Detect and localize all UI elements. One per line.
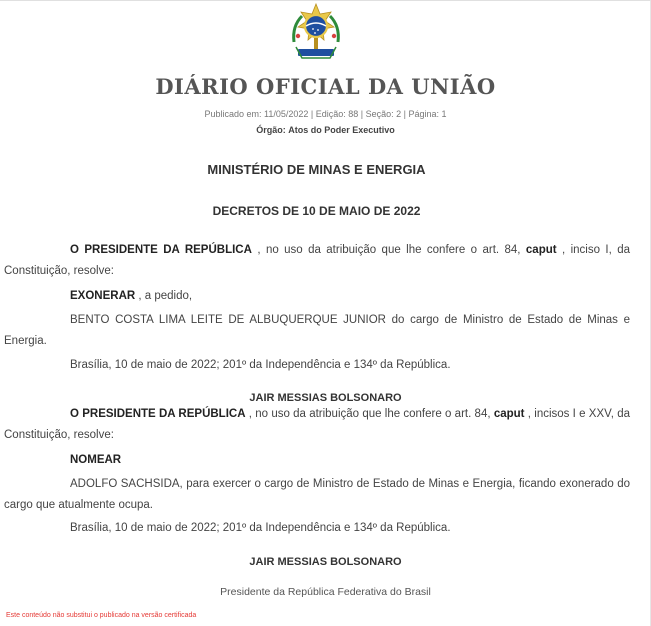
orgao-line: [0, 125, 651, 135]
certification-disclaimer: Este conteúdo não substitui o publicado na versão certificada: [6, 612, 197, 619]
decree1-action: EXONERAR: [70, 290, 136, 302]
decree1-action-line: [70, 286, 192, 307]
decree2-action: NOMEAR: [70, 454, 122, 466]
decree2-body: [4, 474, 630, 516]
decree2-signature-role: Presidente da República Federativa do Brasil: [220, 586, 431, 598]
decree1-caput: caput: [525, 244, 557, 256]
orgao-label: Órgão:: [256, 125, 286, 135]
publication-meta: Publicado em: 11/05/2022 | Edição: 88 | Seção: 2 | Página: 1: [204, 109, 447, 119]
decree1-body: [4, 310, 630, 352]
decree2-intro-text: , no uso da atribuição que lhe confere o art. 84,: [248, 408, 491, 420]
brazil-coat-of-arms-icon: [284, 2, 348, 64]
decree1-intro: [4, 240, 630, 282]
decree2-president: O PRESIDENTE DA REPÚBLICA: [70, 408, 246, 420]
ministry-heading: MINISTÉRIO DE MINAS E ENERGIA: [207, 162, 426, 177]
decree2-signature: JAIR MESSIAS BOLSONARO: [249, 556, 402, 568]
decree1-signature: JAIR MESSIAS BOLSONARO: [249, 392, 402, 404]
decree1-date: Brasília, 10 de maio de 2022; 201º da Independência e 134º da República.: [70, 359, 451, 371]
decree1-action-suffix: , a pedido,: [138, 290, 193, 302]
decree2-intro-end: , incisos I e XXV, da Constituição, resolve:: [4, 408, 631, 441]
decree2-date: Brasília, 10 de maio de 2022; 201º da Independência e 134º da República.: [70, 522, 451, 534]
decree1-intro-text: , no uso da atribuição que lhe confere o art. 84,: [257, 244, 521, 256]
gazette-title: DIÁRIO OFICIAL DA UNIÃO: [155, 74, 496, 99]
decree1-president: O PRESIDENTE DA REPÚBLICA: [70, 244, 252, 256]
orgao-value: Atos do Poder Executivo: [288, 125, 395, 135]
decree1-intro-end: , inciso I, da Constituição, resolve:: [4, 244, 630, 277]
decree2-caput: caput: [493, 408, 525, 420]
decree-heading: DECRETOS DE 10 DE MAIO DE 2022: [212, 204, 421, 218]
decree2-action-line: [70, 450, 121, 471]
decree2-intro: [4, 404, 630, 446]
decree2-body-text: ADOLFO SACHSIDA, para exercer o cargo de Ministro de Estado de Minas e Energia, ficando exonerado do cargo que atualmente ocupa.: [4, 478, 630, 511]
decree1-body-text: BENTO COSTA LIMA LEITE DE ALBUQUERQUE JUNIOR do cargo de Ministro de Estado de Minas e Energia.: [4, 314, 630, 347]
